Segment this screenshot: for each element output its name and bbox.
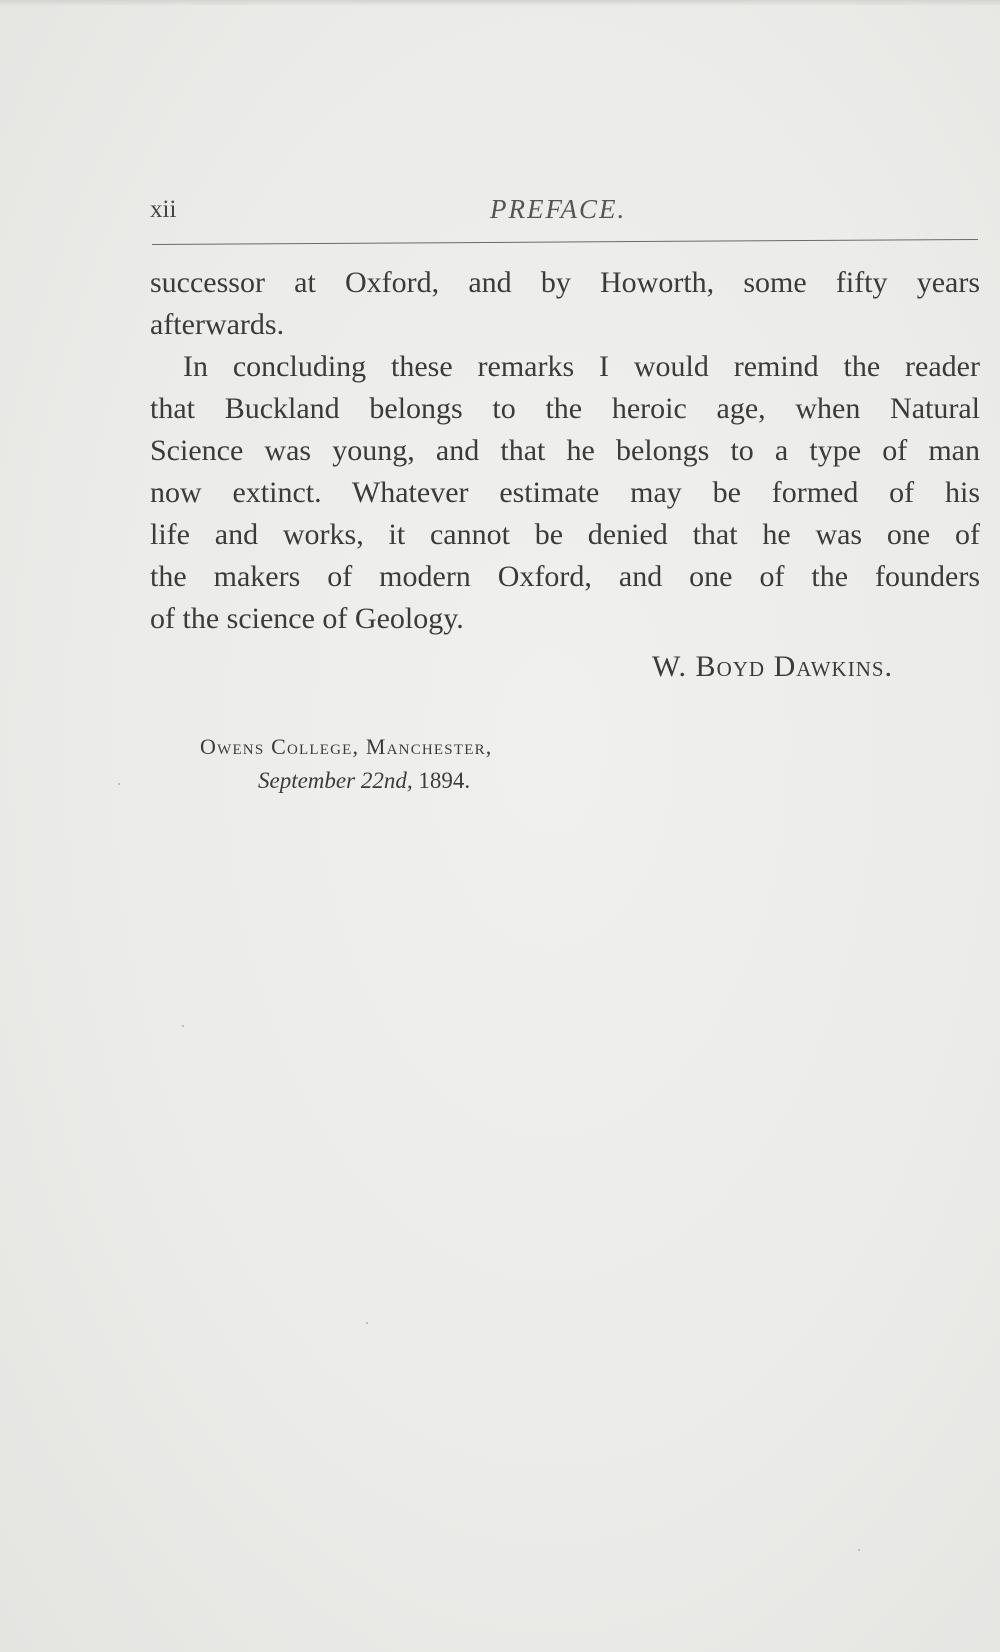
text-line: successor at Oxford, and by Howorth, some fifty years xyxy=(150,266,980,299)
author-signature: W. Boyd Dawkins. xyxy=(652,650,894,683)
text-line: Science was young, and that he belongs to a type of man xyxy=(150,434,980,467)
paper-speck xyxy=(118,783,120,785)
date-year: 1894. xyxy=(418,768,471,793)
paper-speck xyxy=(858,1549,860,1551)
text-line: the makers of modern Oxford, and one of the founders xyxy=(150,560,980,593)
date-line xyxy=(258,768,470,794)
text-line: that Buckland belongs to the heroic age, when Natural xyxy=(150,392,980,425)
text-line: now extinct. Whatever estimate may be formed of his xyxy=(150,476,980,509)
paper-speck xyxy=(366,1322,368,1324)
header-rule xyxy=(152,239,978,245)
page-top-edge xyxy=(0,0,1000,6)
place-line: Owens College, Manchester, xyxy=(200,734,493,759)
text-line: life and works, it cannot be denied that he was one of xyxy=(150,518,980,551)
text-line: afterwards. xyxy=(150,308,285,341)
page-header xyxy=(150,192,980,232)
running-title: PREFACE. xyxy=(490,194,627,224)
date-day: September 22nd, xyxy=(258,768,413,793)
paper-speck xyxy=(182,1025,184,1027)
text-line: In concluding these remarks I would remind the reader xyxy=(183,350,980,383)
preface-text xyxy=(150,262,980,640)
text-line: of the science of Geology. xyxy=(150,602,464,635)
page-number: xii xyxy=(150,196,177,223)
